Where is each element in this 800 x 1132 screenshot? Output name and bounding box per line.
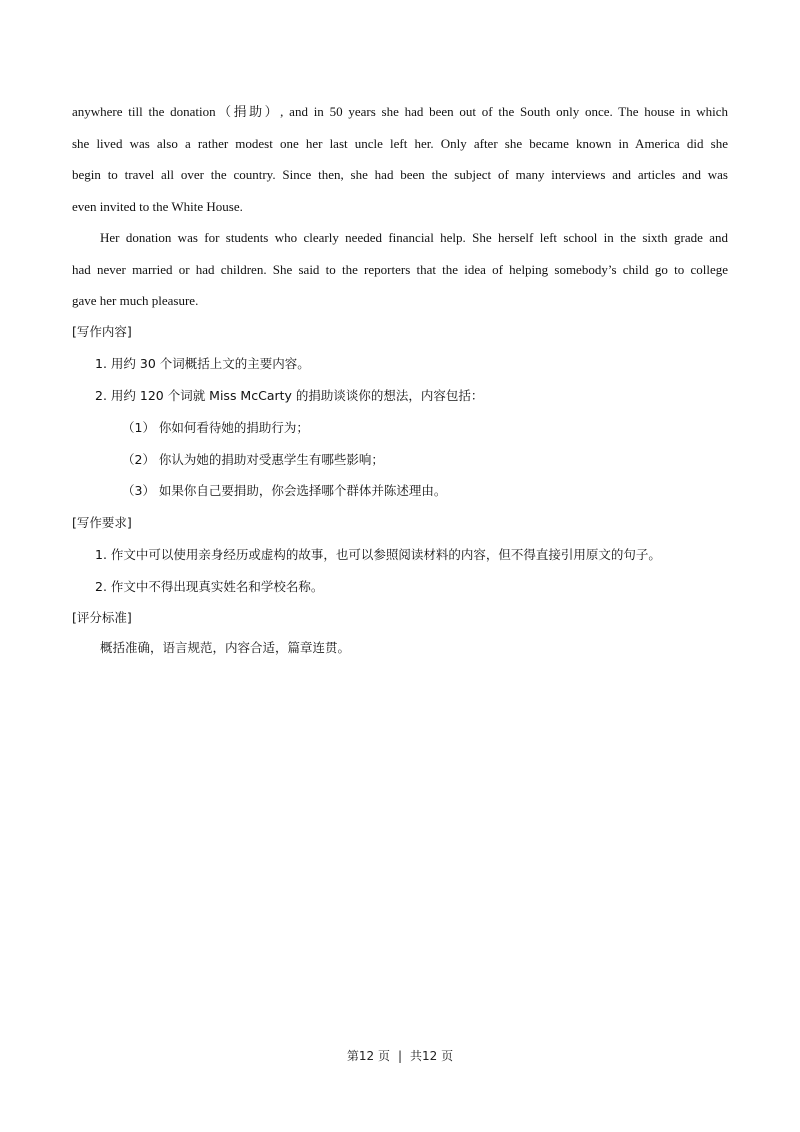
paragraph-line: Her donation was for students who clearly needed financial help. She herself left school in the sixth grade and bbox=[100, 230, 728, 245]
paragraph-line: gave her much pleasure. bbox=[72, 293, 199, 308]
footer-separator: | bbox=[397, 1049, 403, 1063]
writing-requirement-item: 1. 作文中可以使用亲身经历或虚构的故事，也可以参照阅读材料的内容，但不得直接引用原文的句子。 bbox=[95, 547, 661, 562]
writing-content-item: 1. 用约 30 个词概括上文的主要内容。 bbox=[95, 356, 310, 371]
paragraph-line: she lived was also a rather modest one her last uncle left her. Only after she became known in America did she bbox=[72, 135, 728, 151]
writing-requirements-heading: [写作要求] bbox=[72, 515, 132, 530]
writing-content-heading: [写作内容] bbox=[72, 324, 132, 339]
writing-requirement-item: 2. 作文中不得出现真实姓名和学校名称。 bbox=[95, 579, 324, 594]
passage-paragraph-1 bbox=[72, 96, 728, 222]
scoring-text: 概括准确，语言规范，内容合适，篇章连贯。 bbox=[100, 640, 351, 655]
scoring-heading: [评分标准] bbox=[72, 610, 132, 625]
paragraph-line: even invited to the White House. bbox=[72, 198, 243, 214]
page-number: 第12 页 bbox=[346, 1049, 390, 1063]
page-total: 共12 页 bbox=[410, 1049, 454, 1063]
paragraph-line: had never married or had children. She said to the reporters that the idea of helping somebody’s child go to college bbox=[72, 261, 728, 277]
paragraph-line: anywhere till the donation（捐助）, and in 50 years she had been out of the South only once. The house in which bbox=[72, 104, 728, 119]
paragraph-line: begin to travel all over the country. Since then, she had been the subject of many interviews and articles and was bbox=[72, 167, 728, 182]
writing-content-subitem: （2） 你认为她的捐助对受惠学生有哪些影响； bbox=[122, 452, 384, 467]
writing-content-subitem: （1） 你如何看待她的捐助行为； bbox=[122, 420, 309, 435]
passage-paragraph-2 bbox=[72, 222, 728, 317]
writing-content-item: 2. 用约 120 个词就 Miss McCarty 的捐助谈谈你的想法，内容包括： bbox=[95, 388, 484, 403]
writing-content-subitem: （3） 如果你自己要捐助，你会选择哪个群体并陈述理由。 bbox=[122, 483, 447, 498]
page-footer bbox=[0, 1047, 800, 1064]
